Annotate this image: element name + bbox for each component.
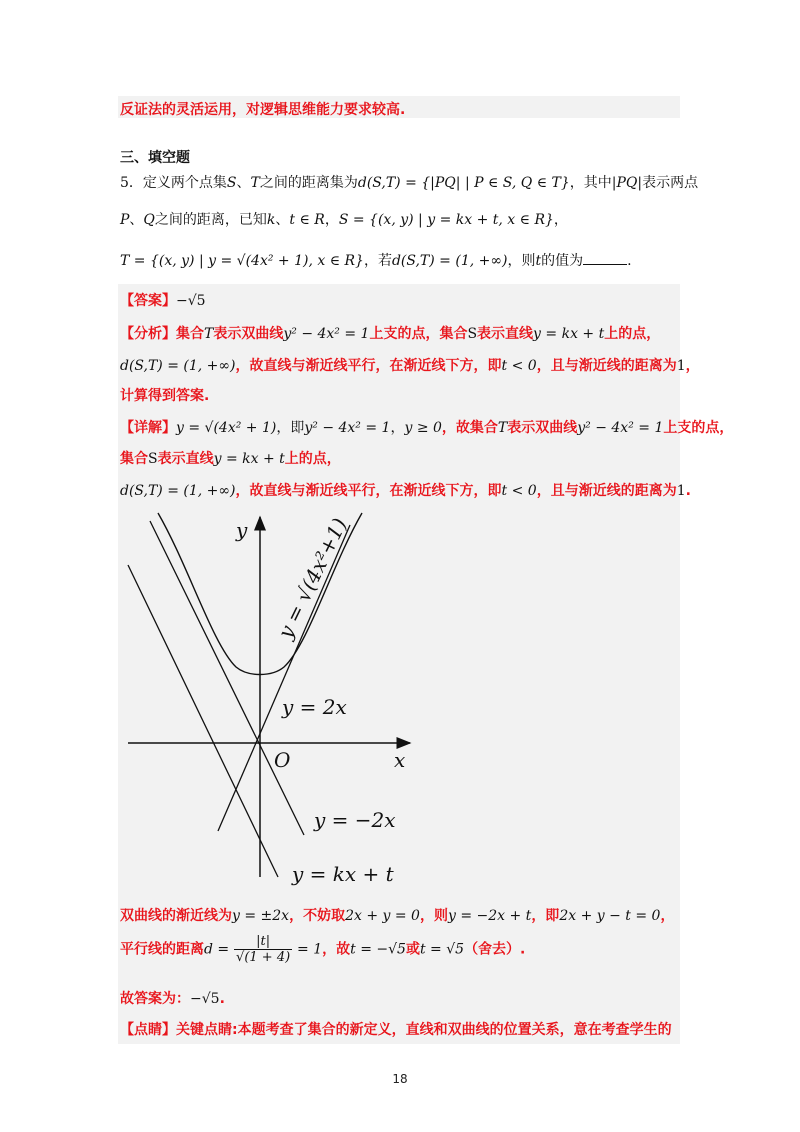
math: t = −√5 xyxy=(350,941,406,958)
asymptote-line-b xyxy=(218,525,350,831)
text: ， xyxy=(324,212,339,228)
text: 上支的点，集合 xyxy=(369,326,468,342)
text: 表示双曲线 xyxy=(507,420,578,436)
math: y = kx + t xyxy=(533,326,605,342)
text: 故答案为： xyxy=(120,991,190,1007)
text: ，且与渐近线的距离为 xyxy=(536,483,677,499)
text: 集合 xyxy=(120,451,148,467)
math: T xyxy=(204,326,214,342)
text: 的值为 xyxy=(541,253,584,269)
detail-line-3 xyxy=(120,480,691,500)
text: 或 xyxy=(405,941,420,958)
text: 定义两个点集 xyxy=(142,175,227,191)
text: ，则 xyxy=(419,908,448,924)
text: ，故直线与渐近线平行，在渐近线下方，即 xyxy=(235,358,502,374)
math: S xyxy=(467,326,478,342)
after-line-4: 【点睛】关键点睛:本题考查了集合的新定义，直线和双曲线的位置关系，意在考查学生的 xyxy=(120,1022,672,1038)
asymptote-line-a xyxy=(150,521,304,835)
y-axis-label: y xyxy=(236,518,248,542)
asym2-label: y = −2x xyxy=(314,808,396,832)
math: y² − 4x² = 1 xyxy=(577,420,664,436)
math: T xyxy=(497,420,508,436)
math: 2x + y − t = 0 xyxy=(559,908,661,924)
text: ，故直线与渐近线平行，在渐近线下方，即 xyxy=(235,483,502,499)
text: ， xyxy=(660,908,675,924)
math: t = √5 xyxy=(419,941,465,958)
math: d = xyxy=(204,941,230,958)
parallel-line xyxy=(128,565,278,877)
math: S xyxy=(148,451,158,467)
text: ，不妨取 xyxy=(289,908,346,924)
answer-value: −√5 xyxy=(176,293,206,309)
text: 之间的距离集为 xyxy=(259,175,358,191)
text: （舍去）. xyxy=(464,941,526,958)
text: ，故 xyxy=(322,941,351,958)
math: d(S,T) = {|PQ| | P ∈ S, Q ∈ T} xyxy=(357,175,570,191)
answer-label: 【答案】 xyxy=(120,293,176,309)
problem-line-3 xyxy=(120,250,632,270)
hyperbola-figure xyxy=(118,505,428,895)
text: 上的点， xyxy=(604,326,661,342)
math: P xyxy=(120,212,130,228)
origin-label: O xyxy=(274,748,291,772)
text: 、 xyxy=(129,212,144,228)
math: |PQ| xyxy=(611,175,643,191)
text: ，即 xyxy=(276,420,305,436)
math: y = −2x + t xyxy=(447,908,532,924)
text: 之间的距离，已知 xyxy=(154,212,267,228)
math: T xyxy=(250,175,260,191)
math: −√5 xyxy=(190,991,220,1007)
detail-line-1 xyxy=(120,417,733,437)
math: 1 xyxy=(676,483,686,499)
after-line-1 xyxy=(120,905,674,925)
text: ， xyxy=(553,212,568,228)
fraction-numerator: |t| xyxy=(234,934,292,950)
text: 表示两点 xyxy=(642,175,699,191)
math: S = {(x, y) | y = kx + t, x ∈ R} xyxy=(338,212,554,228)
analysis-label: 【分析】 xyxy=(120,326,176,342)
text: 表示双曲线 xyxy=(213,326,284,342)
problem-line-1 xyxy=(120,172,698,192)
after-line-2 xyxy=(120,934,525,965)
analysis-line-3: 计算得到答案. xyxy=(120,388,210,404)
math: y = kx + t xyxy=(213,451,285,467)
text: ，若 xyxy=(363,253,392,269)
answer-line xyxy=(120,290,206,310)
problem-number: 5． xyxy=(120,175,143,191)
math: T = {(x, y) | y = √(4x² + 1), x ∈ R} xyxy=(120,253,364,269)
text: 上的点， xyxy=(284,451,341,467)
text: . xyxy=(627,253,632,269)
math: y ≥ 0 xyxy=(404,420,442,436)
top-line: 反证法的灵活运用，对逻辑思维能力要求较高. xyxy=(120,102,406,118)
text: ，其中 xyxy=(569,175,612,191)
text: ， xyxy=(390,420,405,436)
text: 表示直线 xyxy=(477,326,534,342)
text: ，且与渐近线的距离为 xyxy=(536,358,677,374)
math: y = √(4x² + 1) xyxy=(176,420,277,436)
text: ，故集合 xyxy=(441,420,498,436)
analysis-line-1 xyxy=(120,323,660,343)
math: 2x + y = 0 xyxy=(345,908,420,924)
math: d(S,T) = (1, +∞) xyxy=(391,253,508,269)
text: ，则 xyxy=(507,253,536,269)
after-line-3 xyxy=(120,988,225,1008)
text: 双曲线的渐近线为 xyxy=(120,908,232,924)
text: 平行线的距离 xyxy=(120,941,204,958)
text: 表示直线 xyxy=(157,451,214,467)
x-axis-label: x xyxy=(394,748,406,772)
curve-label: y = √(4x²+1) xyxy=(272,514,352,643)
math: t < 0 xyxy=(501,483,537,499)
text: ， xyxy=(685,358,700,374)
math: S xyxy=(226,175,237,191)
math: d(S,T) = (1, +∞) xyxy=(120,358,236,374)
text: . xyxy=(685,483,691,499)
answer-blank xyxy=(583,252,627,265)
fraction-denominator: √(1 + 4) xyxy=(236,950,291,965)
math: d(S,T) = (1, +∞) xyxy=(120,483,236,499)
text: 上支的点， xyxy=(663,420,734,436)
math: y = ±2x xyxy=(232,908,290,924)
math: y² − 4x² = 1 xyxy=(304,420,391,436)
math: Q xyxy=(143,212,155,228)
text: 、 xyxy=(275,212,290,228)
math: k xyxy=(266,212,276,228)
analysis-line-2 xyxy=(120,355,700,375)
page-number: 18 xyxy=(392,1072,408,1086)
text: ，即 xyxy=(531,908,560,924)
distance-fraction xyxy=(234,934,292,965)
line-label: y = kx + t xyxy=(292,862,394,886)
math: t ∈ R xyxy=(289,212,325,228)
section-title: 三、填空题 xyxy=(120,150,190,166)
text: 集合 xyxy=(176,326,204,342)
math: t xyxy=(535,253,542,269)
math: = 1 xyxy=(297,941,323,958)
math: t < 0 xyxy=(501,358,537,374)
text: 、 xyxy=(236,175,251,191)
detail-label: 【详解】 xyxy=(120,420,176,436)
problem-line-2 xyxy=(120,209,568,229)
asym1-label: y = 2x xyxy=(282,695,347,719)
math: y² − 4x² = 1 xyxy=(283,326,370,342)
text: . xyxy=(219,991,225,1007)
math: 1 xyxy=(676,358,686,374)
detail-line-2 xyxy=(120,448,341,468)
